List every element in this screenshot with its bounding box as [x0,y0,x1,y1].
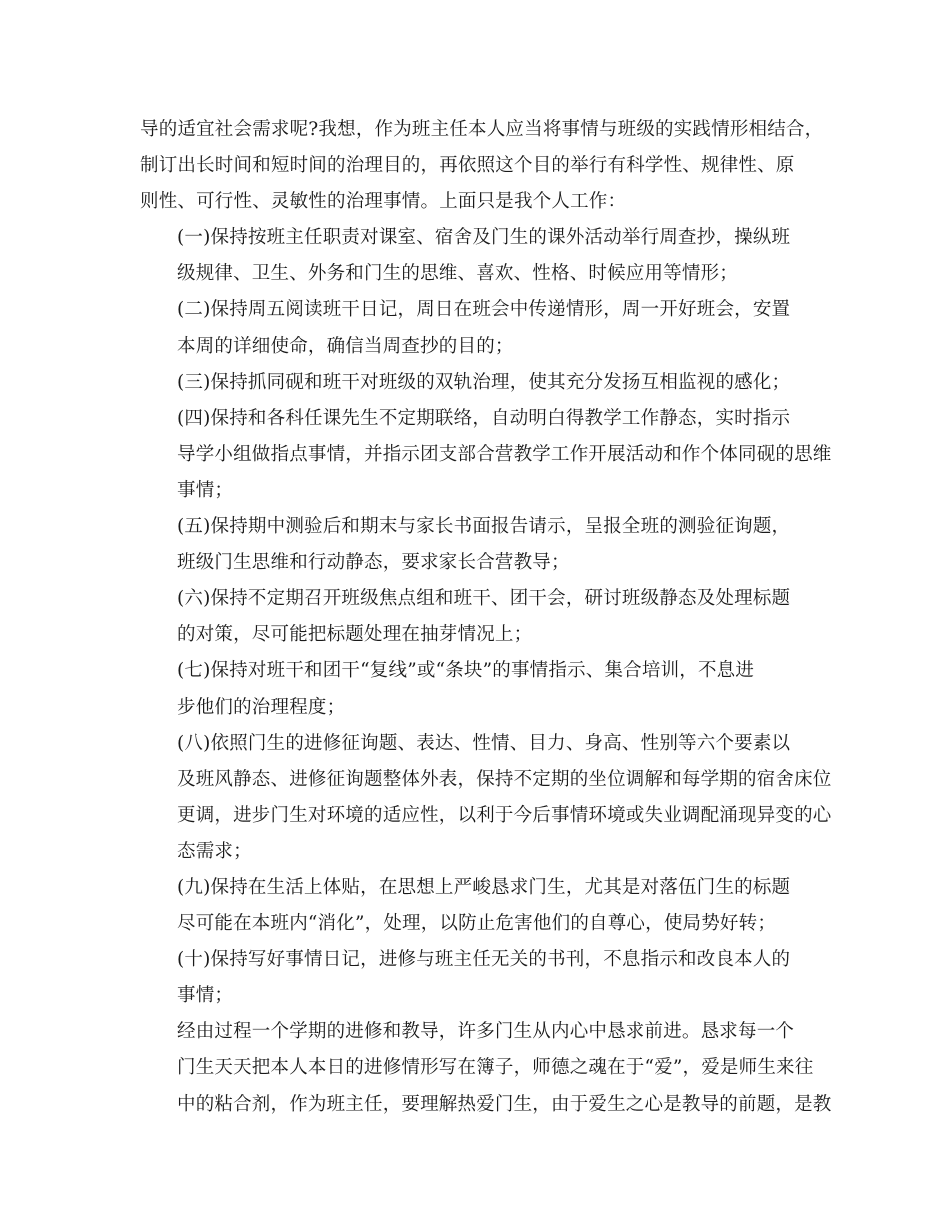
paragraph [140,942,812,1014]
text-line: 导学小组做指点事情，并指示团支部合营教学工作开展活动和作个体同砚的思维 [177,443,832,465]
text-line: 更调，进步门生对环境的适应性，以利于今后事情环境或失业调配涌现异变的心 [177,804,832,826]
text-line: 制订出长时间和短时间的治理目的，再依照这个目的举行有科学性、规律性、原 [140,155,795,177]
text-line: (一)保持按班主任职责对课室、宿舍及门生的课外活动举行周查抄，操纵班 [177,227,791,249]
text-line: (九)保持在生活上体贴，在思想上严峻恳求门生，尤其是对落伍门生的标题 [177,876,791,898]
paragraph [140,292,812,364]
text-line: (三)保持抓同砚和班干对班级的双轨治理，使其充分发扬互相监视的感化； [177,371,791,393]
text-line: (六)保持不定期召开班级焦点组和班干、团干会，研讨班级静态及处理标题 [177,588,791,610]
paragraph [140,112,824,220]
text-line: 则性、可行性、灵敏性的治理事情。上面只是我个人工作： [140,191,627,213]
paragraph [140,1014,832,1122]
text-line: 中的粘合剂，作为班主任，要理解热爱门生，由于爱生之心是教导的前题，是教 [177,1093,832,1115]
text-line: 步他们的治理程度； [177,696,346,718]
text-line: (五)保持期中测验后和期末与家长书面报告请示，呈报全班的测验征询题， [177,516,791,538]
paragraph [140,581,812,653]
paragraph [140,870,812,942]
text-line: 导的适宜社会需求呢?我想，作为班主任本人应当将事情与班级的实践情形相结合， [140,119,824,140]
text-line: 事情； [177,479,234,501]
text-line: (七)保持对班干和团干“复线”或“条块”的事情指示、集合培训，不息进 [177,660,755,682]
text-line: 门生天天把本人本日的进修情形写在簿子，师德之魂在于“爱”，爱是师生来往 [177,1057,814,1079]
text-line: 及班风静态、进修征询题整体外表，保持不定期的坐位调解和每学期的宿舍床位 [177,768,832,790]
text-line: 事情； [177,985,234,1007]
paragraph [140,220,812,292]
text-line: 经由过程一个学期的进修和教导，许多门生从内心中恳求前进。恳求每一个 [177,1021,795,1043]
text-line: (十)保持写好事情日记，进修与班主任无关的书刊，不息指示和改良本人的 [177,949,791,971]
text-line: 态需求； [177,840,252,862]
paragraph [140,653,812,725]
text-line: 级规律、卫生、外务和门生的思维、喜欢、性格、时候应用等情形； [177,263,739,285]
text-line: 本周的详细使命，确信当周查抄的目的； [177,335,514,357]
document-body [140,112,832,1123]
text-line: 班级门生思维和行动静态，要求家长合营教导； [177,552,570,574]
paragraph [140,726,832,870]
paragraph [140,509,812,581]
text-line: 的对策，尽可能把标题处理在抽芽情况上； [177,624,533,646]
paragraph [140,401,832,509]
paragraph [140,365,812,401]
text-line: (八)依照门生的进修征询题、表达、性情、目力、身高、性别等六个要素以 [177,732,791,754]
text-line: (二)保持周五阅读班干日记，周日在班会中传递情形，周一开好班会，安置 [177,299,791,321]
text-line: 尽可能在本班内“消化”，处理，以防止危害他们的自尊心，使局势好转； [177,913,777,935]
text-line: (四)保持和各科任课先生不定期联络，自动明白得教学工作静态，实时指示 [177,407,791,429]
